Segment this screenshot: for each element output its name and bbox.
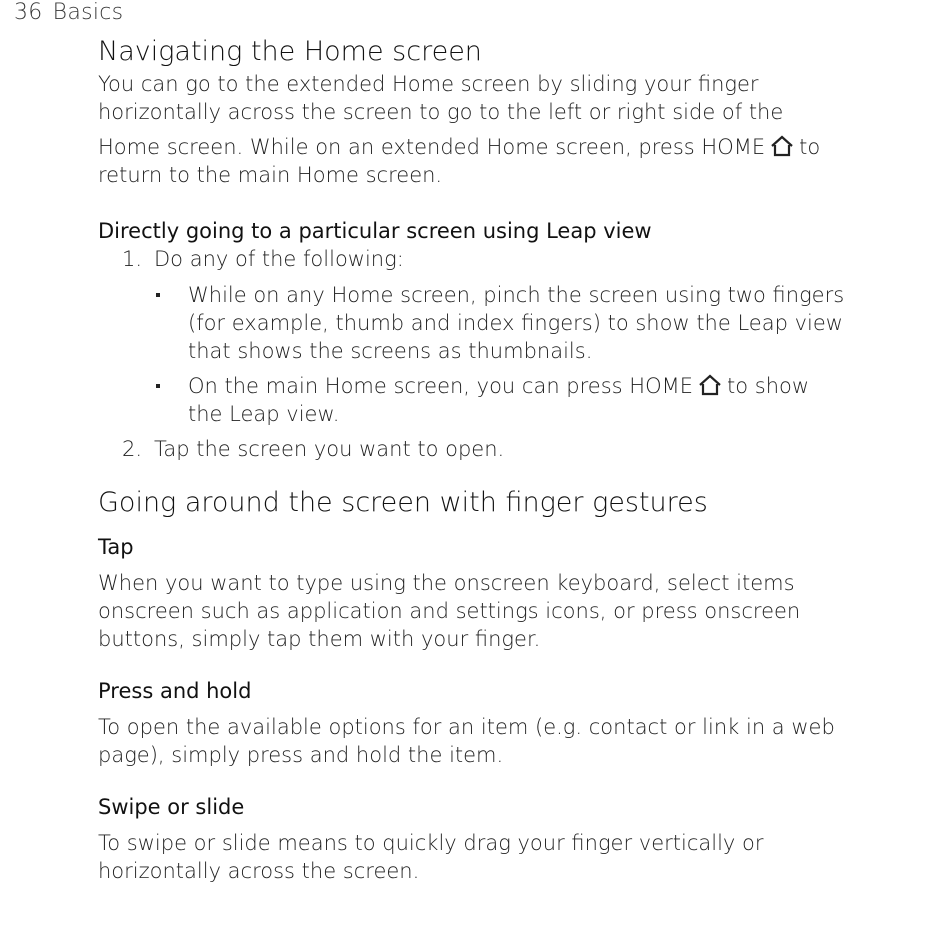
swipe-line: horizontally across the screen.: [98, 859, 420, 883]
bullet-line-with-icon: [188, 372, 898, 400]
tap-line: When you want to type using the onscreen keyboard, select items: [98, 571, 795, 595]
leap-title: Directly going to a particular screen using Leap view: [98, 219, 652, 243]
bullet-line-post: to show: [727, 374, 810, 398]
nav-home-line: horizontally across the screen to go to the left or right side of the: [98, 100, 784, 124]
step-number: 2.: [122, 437, 143, 461]
tap-line: onscreen such as application and settings icons, or press onscreen: [98, 599, 801, 623]
hold-line: page), simply press and hold the item.: [98, 743, 504, 767]
step-text: Tap the screen you want to open.: [154, 437, 505, 461]
list-item: [98, 372, 898, 428]
bullet-line: While on any Home screen, pinch the screen using two fingers: [188, 283, 845, 307]
list-item: [98, 435, 898, 463]
bullet-line: that shows the screens as thumbnails.: [188, 339, 593, 363]
home-icon: [697, 374, 723, 396]
nav-home-line-post: to: [799, 135, 821, 159]
hold-title: Press and hold: [98, 679, 252, 703]
bullet-line: the Leap view.: [188, 402, 340, 426]
bullet-line-pre: On the main Home screen, you can press HOME: [188, 374, 693, 398]
swipe-title: Swipe or slide: [98, 795, 245, 819]
nav-home-line: You can go to the extended Home screen by sliding your finger: [98, 72, 759, 96]
swipe-paragraph: [98, 829, 898, 885]
bullet-marker: [156, 293, 160, 297]
swipe-line: To swipe or slide means to quickly drag your finger vertically or: [98, 831, 764, 855]
hold-line: To open the available options for an item (e.g. contact or link in a web: [98, 715, 835, 739]
bullet-marker: [156, 384, 160, 388]
page-content: [98, 36, 898, 885]
list-item: [98, 245, 898, 273]
list-item: [98, 281, 898, 365]
tap-line: buttons, simply tap them with your finger.: [98, 627, 541, 651]
section-name: Basics: [52, 0, 124, 25]
nav-home-paragraph: [98, 70, 898, 189]
nav-home-title: Navigating the Home screen: [98, 36, 482, 67]
home-icon: [769, 135, 795, 157]
page-number: 36: [14, 0, 43, 25]
nav-home-line: return to the main Home screen.: [98, 163, 443, 187]
gestures-title: Going around the screen with finger gestures: [98, 487, 708, 518]
step-number: 1.: [122, 247, 143, 271]
tap-paragraph: [98, 569, 898, 653]
page-header: [14, 0, 123, 26]
nav-home-line-with-icon: [98, 133, 898, 161]
step-text: Do any of the following:: [154, 247, 404, 271]
bullet-line: (for example, thumb and index fingers) to show the Leap view: [188, 311, 843, 335]
tap-title: Tap: [98, 535, 134, 559]
nav-home-line-pre: Home screen. While on an extended Home screen, press HOME: [98, 135, 766, 159]
hold-paragraph: [98, 713, 898, 769]
